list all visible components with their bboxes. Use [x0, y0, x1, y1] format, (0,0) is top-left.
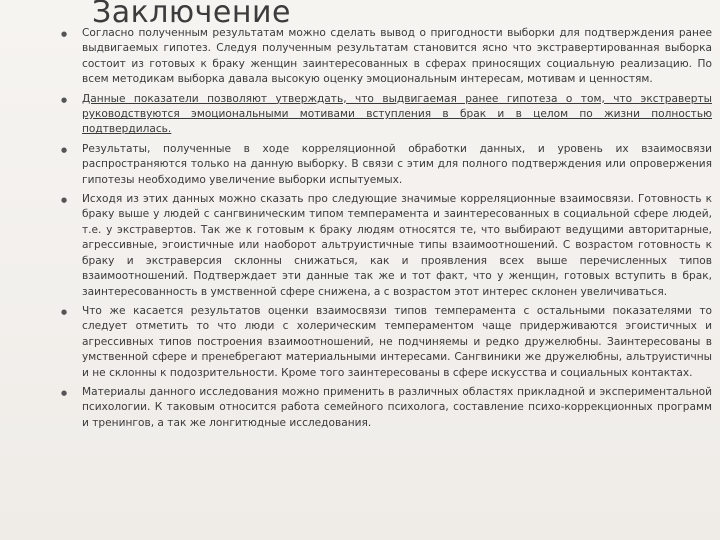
conclusion-list — [60, 26, 712, 435]
paragraph-text: Материалы данного исследования можно применить в различных областях прикладной и экспериментальной психологии. К таковым относится работа семейного психолога, составление психо-коррекционных программ и тренингов, а так же лонгитюдные исследования. — [82, 385, 712, 429]
paragraph-text: Данные показатели позволяют утверждать, что выдвигаемая ранее гипотеза о том, что экстраверты руководствуются эмоциональными мотивами вступления в брак и в целом по жизни полностью подтвердилась. — [82, 92, 712, 136]
bullet-dot-icon: ● — [61, 307, 68, 316]
bullet-dot-icon: ● — [61, 388, 68, 397]
bullet-dot-icon: ● — [61, 145, 68, 154]
bullet-dot-icon: ● — [61, 95, 68, 104]
list-item — [60, 92, 712, 138]
bullet-dot-icon: ● — [61, 196, 68, 205]
paragraph-text: Исходя из этих данных можно сказать про следующие значимые корреляционные взаимосвязи. Готовность к браку выше у людей с сангвиническим типом темперамента и заинтересованных в социальной сфере людей, т.е. у экстравертов. Так же к готовым к браку людям относятся те, что выбирают ведущими авторитарные, агрессивные, эгоистичные или наоборот альтруистичные типы взаимоотношений. С возрастом готовность к браку и экстраверсия склонны снижаться, как и проявления всех выше перечисленных типов взаимоотношений. Подтверждает эти данные так же и тот факт, что у женщин, готовых вступить в брак, заинтересованность в умственной сфере снижена, а с возрастом этот интерес склонен увеличиваться. — [82, 193, 712, 298]
slide-title: Заключение — [92, 0, 291, 30]
list-item — [60, 385, 712, 431]
list-item — [60, 142, 712, 188]
paragraph-text: Согласно полученным результатам можно сделать вывод о пригодности выборки для подтверждения ранее выдвигаемых гипотез. Следуя полученным результатам становится ясно что экстравертированная выборка состоит из готовых к браку женщин заинтересованных в сферах приносящих социальную реализацию. По всем методикам выборка давала высокую оценку эмоциональным интересам, мотивам и ценностям. — [82, 27, 712, 86]
list-item — [60, 26, 712, 88]
bullet-dot-icon: ● — [61, 30, 68, 38]
list-item — [60, 192, 712, 300]
paragraph-text: Результаты, полученные в ходе корреляционной обработки данных, и уровень их взаимосвязи распространяются только на данную выборку. В связи с этим для полного подтверждения или опровержения гипотезы необходимо увеличение выборки испытуемых. — [82, 142, 712, 186]
paragraph-text: Что же касается результатов оценки взаимосвязи типов темперамента с остальными показателями то следует отметить то что люди с холерическим темпераментом чаще придерживаются эгоистичных и агрессивных типов построения взаимоотношений, не подчиняемы и редко дружелюбны. Заинтересованы в умственной сфере и пренебрегают материальными интересами. Сангвиники же дружелюбны, альтруистичны и не склонны к подозрительности. Кроме того заинтересованы в сфере искусства и социальных контактах. — [82, 304, 712, 379]
list-item — [60, 304, 712, 381]
